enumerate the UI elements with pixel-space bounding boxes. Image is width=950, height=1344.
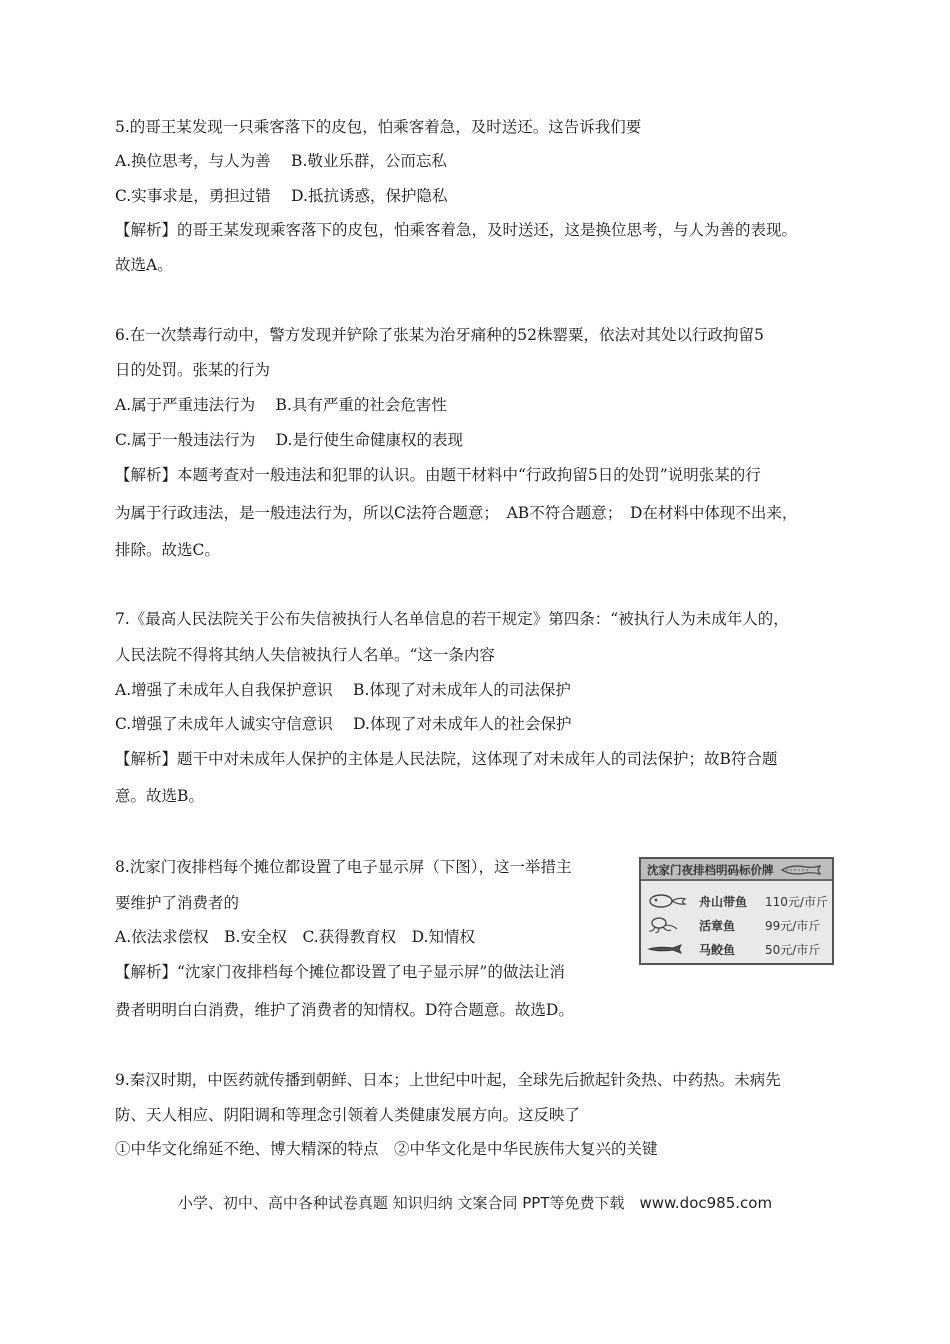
q5-stem: 5.的哥王某发现一只乘客落下的皮包，怕乘客着急，及时送还。这告诉我们要 bbox=[115, 118, 642, 136]
mackerel-icon bbox=[647, 941, 687, 957]
q8-stem-line-1: 8.沈家门夜排档每个摊位都设置了电子显示屏（下图），这一举措主 bbox=[115, 858, 572, 876]
price-board-fish-price: 110元/市斤 bbox=[765, 895, 828, 909]
q7-analysis-line-1: 【解析】题干中对未成年人保护的主体是人民法院，这体现了对未成年人的司法保护；故B符合题 bbox=[115, 750, 778, 768]
price-board-title bbox=[641, 859, 832, 881]
q5-analysis-line-1: 【解析】的哥王某发现乘客落下的皮包，怕乘客着急，及时送还，这是换位思考，与人为善的表现。 bbox=[115, 221, 798, 239]
q7-options-cd: C.增强了未成年人诚实守信意识 D.体现了对未成年人的社会保护 bbox=[115, 715, 572, 733]
page-footer: 小学、初中、高中各种试卷真题 知识归纳 文案合同 PPT等免费下载 www.doc985.com bbox=[177, 1194, 773, 1212]
price-board-fish-name: 马鲛鱼 bbox=[699, 943, 736, 957]
q9-stem-line-3: ①中华文化绵延不绝、博大精深的特点 ②中华文化是中华民族伟大复兴的关键 bbox=[115, 1140, 658, 1158]
q8-analysis-line-2: 费者明明白白消费，维护了消费者的知情权。D符合题意。故选D。 bbox=[115, 1001, 574, 1019]
fish-logo-icon bbox=[780, 864, 824, 876]
q6-stem-line-2: 日的处罚。张某的行为 bbox=[115, 361, 271, 379]
price-board-fish-price: 99元/市斤 bbox=[765, 919, 821, 933]
q5-analysis-line-2: 故选A。 bbox=[115, 256, 173, 274]
price-board-row bbox=[641, 913, 832, 937]
q5-options-ab: A.换位思考，与人为善 B.敬业乐群，公而忘私 bbox=[115, 152, 447, 170]
q6-analysis-line-2: 为属于行政违法，是一般违法行为，所以C法符合题意； AB不符合题意； D在材料中体现不出来， bbox=[115, 504, 798, 522]
q7-analysis-line-2: 意。故选B。 bbox=[115, 787, 204, 805]
q5-options-cd: C.实事求是，勇担过错 D.抵抗诱惑，保护隐私 bbox=[115, 187, 448, 205]
q7-stem-line-1: 7.《最高人民法院关于公布失信被执行人名单信息的若干规定》第四条：“被执行人为未成年人的， bbox=[115, 610, 789, 628]
price-board-row bbox=[641, 937, 832, 961]
q7-stem-line-2: 人民法院不得将其纳人失信被执行人名单。“这一条内容 bbox=[115, 646, 495, 664]
price-board-fish-name: 舟山带鱼 bbox=[699, 895, 748, 909]
q8-options: A.依法求偿权 B.安全权 C.获得教育权 D.知情权 bbox=[115, 928, 475, 946]
q8-stem-line-2: 要维护了消费者的 bbox=[115, 894, 240, 912]
q6-stem-line-1: 6.在一次禁毒行动中，警方发现并铲除了张某为治牙痛种的52株罂粟，依法对其处以行政拘留5 bbox=[115, 326, 764, 344]
q9-stem-line-1: 9.秦汉时期，中医药就传播到朝鲜、日本；上世纪中叶起，全球先后掀起针灸热、中药热。未病先 bbox=[115, 1071, 781, 1089]
price-board-title-text: 沈家门夜排档明码标价牌 bbox=[647, 863, 774, 877]
price-board-row bbox=[641, 889, 832, 913]
octopus-icon bbox=[647, 917, 687, 933]
q6-options-ab: A.属于严重违法行为 B.具有严重的社会危害性 bbox=[115, 396, 447, 414]
q6-analysis-line-3: 排除。故选C。 bbox=[115, 541, 220, 559]
ribbonfish-icon bbox=[647, 893, 687, 909]
q6-options-cd: C.属于一般违法行为 D.是行使生命健康权的表现 bbox=[115, 431, 463, 449]
price-board-fish-name: 活章鱼 bbox=[699, 919, 736, 933]
price-board-image bbox=[639, 857, 834, 965]
q7-options-ab: A.增强了未成年人自我保护意识 B.体现了对未成年人的司法保护 bbox=[115, 681, 571, 699]
q8-analysis-line-1: 【解析】“沈家门夜排档每个摊位都设置了电子显示屏”的做法让消 bbox=[115, 963, 565, 981]
price-board-fish-price: 50元/市斤 bbox=[765, 943, 821, 957]
q9-stem-line-2: 防、天人相应、阴阳调和等理念引领着人类健康发展方向。这反映了 bbox=[115, 1106, 581, 1124]
q6-analysis-line-1: 【解析】本题考查对一般违法和犯罪的认识。由题干材料中“行政拘留5日的处罚”说明张某的行 bbox=[115, 466, 761, 484]
